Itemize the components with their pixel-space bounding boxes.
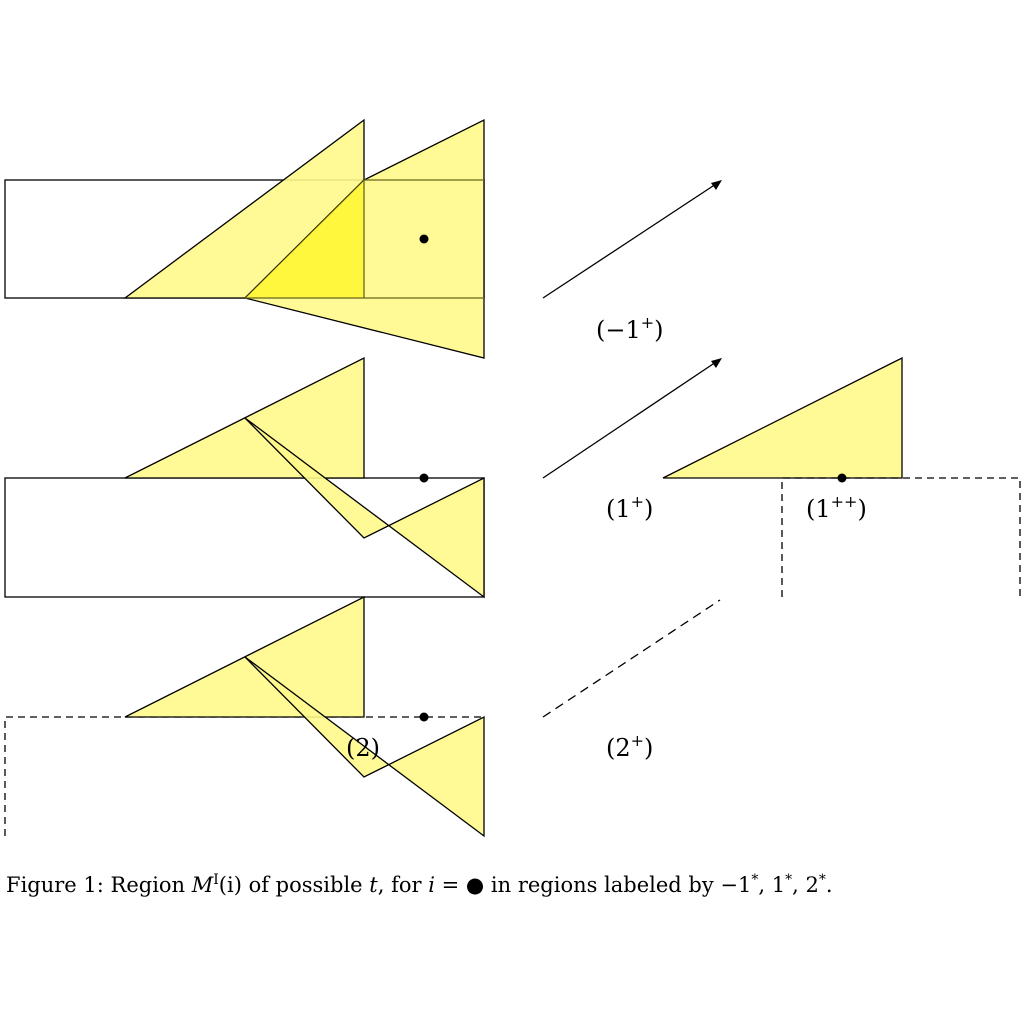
arrowhead-icon bbox=[711, 180, 722, 190]
arrow-oneplus bbox=[543, 362, 716, 478]
label-neg1plus: (−1+) bbox=[596, 313, 664, 344]
yellow-triangle-upper bbox=[125, 358, 364, 478]
point-i bbox=[420, 235, 429, 244]
label-two: (2) bbox=[346, 734, 380, 762]
row-1 bbox=[5, 120, 722, 358]
figure-caption: Figure 1: Region $M^I(i)$ of possible t, for i = ● in regions labeled by −1*, 1*, 2*. bbox=[6, 872, 833, 897]
dashed-line-twoplus bbox=[543, 600, 720, 717]
yellow-triangle-upper bbox=[125, 597, 364, 717]
arrow-neg1plus bbox=[543, 184, 716, 298]
point-i bbox=[420, 713, 429, 722]
point-i bbox=[420, 474, 429, 483]
point-i bbox=[838, 474, 847, 483]
row-3 bbox=[5, 597, 720, 836]
arrowhead-icon bbox=[711, 358, 722, 368]
yellow-triangle-right bbox=[663, 358, 902, 478]
row-2 bbox=[5, 358, 1020, 597]
label-oneplusplus: (1++) bbox=[806, 492, 867, 523]
label-oneplus: (1+) bbox=[606, 492, 654, 523]
label-twoplus: (2+) bbox=[606, 731, 654, 762]
